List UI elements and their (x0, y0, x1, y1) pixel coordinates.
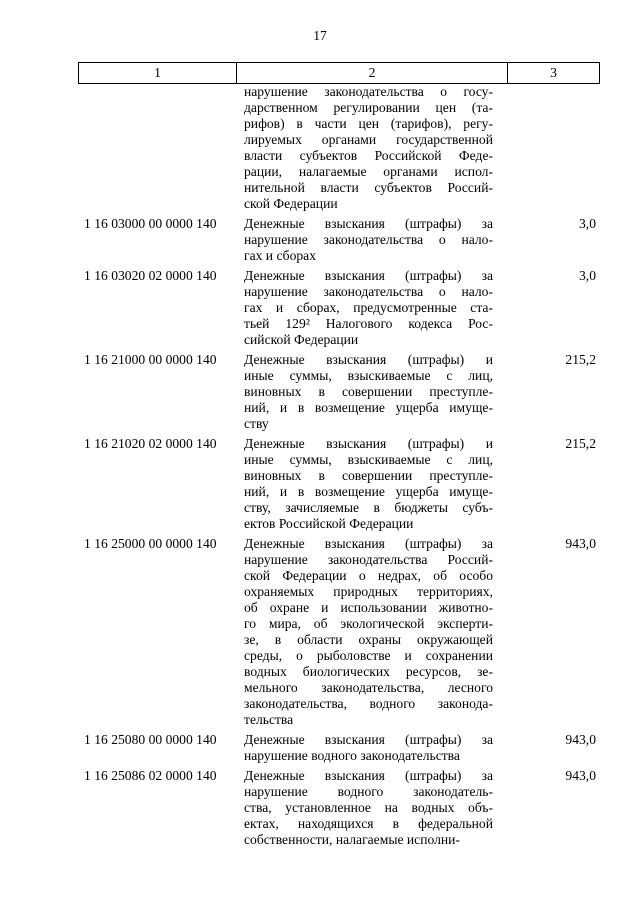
description-line: сийской Федерации (244, 332, 359, 347)
description-line: водных биологических ресурсов, зе- (244, 664, 493, 679)
table-row (78, 732, 600, 764)
description-line: мельного законодательства, лесного (244, 680, 493, 695)
row-description (244, 84, 493, 212)
description-line: Денежные взыскания (штрафы) за (244, 732, 493, 747)
description-line: Денежные взыскания (штрафы) за (244, 216, 493, 231)
description-line: ний, и в возмещение ущерба имуще- (244, 484, 493, 499)
description-line: ектах, находящихся в федеральной (244, 816, 493, 831)
description-line: лируемых органами государственной (244, 132, 493, 147)
description-line: законодательства, водного законода- (244, 696, 493, 711)
table-row (78, 768, 600, 848)
description-line: Денежные взыскания (штрафы) и (244, 436, 493, 451)
row-description (244, 352, 493, 432)
row-description (244, 216, 493, 264)
row-code: 1 16 03000 00 0000 140 (84, 216, 217, 231)
header-col-3: 3 (550, 65, 557, 80)
description-line: собственности, налагаемые исполни- (244, 832, 460, 847)
description-line: иные суммы, взыскиваемые с лиц, (244, 368, 493, 383)
description-line: среды, о рыболовстве и сохранении (244, 648, 493, 663)
row-description (244, 268, 493, 348)
description-line: нарушение водного законодатель- (244, 784, 493, 799)
description-line: охраняемых природных территориях, (244, 584, 493, 599)
description-line: нительной власти субъектов Россий- (244, 180, 493, 195)
row-code: 1 16 21000 00 0000 140 (84, 352, 217, 367)
description-line: нарушение законодательства о нало- (244, 232, 493, 247)
row-code: 1 16 03020 02 0000 140 (84, 268, 217, 283)
row-value: 3,0 (579, 268, 596, 283)
row-value: 943,0 (565, 536, 596, 551)
table-row (78, 216, 600, 264)
description-line: Денежные взыскания (штрафы) за (244, 768, 493, 783)
description-line: власти субъектов Российской Феде- (244, 148, 493, 163)
description-line: Денежные взыскания (штрафы) за (244, 268, 493, 283)
row-value: 943,0 (565, 732, 596, 747)
table-body (78, 84, 600, 852)
description-line: Денежные взыскания (штрафы) и (244, 352, 493, 367)
description-line: нарушение водного законодательства (244, 748, 460, 763)
description-line: ской Федерации о недрах, об особо (244, 568, 493, 583)
table-row (78, 84, 600, 212)
description-line: иные суммы, взыскиваемые с лиц, (244, 452, 493, 467)
description-line: гах и сборах, предусмотренные ста- (244, 300, 493, 315)
description-line: об охране и использовании животно- (244, 600, 493, 615)
description-line: ской Федерации (244, 196, 338, 211)
row-value: 215,2 (565, 352, 596, 367)
description-line: виновных в совершении преступле- (244, 468, 493, 483)
header-col-1: 1 (79, 63, 237, 83)
row-code: 1 16 25080 00 0000 140 (84, 732, 217, 747)
row-value: 215,2 (565, 436, 596, 451)
page-number: 17 (313, 28, 327, 43)
description-line: гах и сборах (244, 248, 317, 263)
description-line: нарушение законодательства о госу- (244, 84, 493, 99)
table-header (78, 62, 600, 84)
description-line: тельства (244, 712, 294, 727)
row-description (244, 536, 493, 728)
description-line: нарушение законодательства Россий- (244, 552, 493, 567)
description-line: рации, налагаемые органами испол- (244, 164, 493, 179)
description-line: виновных в совершении преступле- (244, 384, 493, 399)
row-value: 3,0 (579, 216, 596, 231)
table-row (78, 436, 600, 532)
description-line: тьей 129² Налогового кодекса Рос- (244, 316, 493, 331)
description-line: зе, в области охраны окружающей (244, 632, 493, 647)
table-row (78, 536, 600, 728)
header-col-2: 2 (237, 63, 508, 83)
table-row (78, 268, 600, 348)
description-line: Денежные взыскания (штрафы) за (244, 536, 493, 551)
description-line: ству (244, 416, 269, 431)
table-row (78, 352, 600, 432)
description-line: дарственном регулировании цен (та- (244, 100, 493, 115)
description-line: го мира, об экологической эксперти- (244, 616, 493, 631)
description-line: рифов) в части цен (тарифов), регу- (244, 116, 493, 131)
row-description (244, 436, 493, 532)
description-line: ства, установленное на водных объ- (244, 800, 493, 815)
description-line: ний, и в возмещение ущерба имуще- (244, 400, 493, 415)
description-line: ектов Российской Федерации (244, 516, 414, 531)
row-code: 1 16 21020 02 0000 140 (84, 436, 217, 451)
row-description (244, 732, 493, 764)
row-description (244, 768, 493, 848)
row-code: 1 16 25086 02 0000 140 (84, 768, 217, 783)
description-line: ству, зачисляемые в бюджеты субъ- (244, 500, 493, 515)
description-line: нарушение законодательства о нало- (244, 284, 493, 299)
row-code: 1 16 25000 00 0000 140 (84, 536, 217, 551)
row-value: 943,0 (565, 768, 596, 783)
